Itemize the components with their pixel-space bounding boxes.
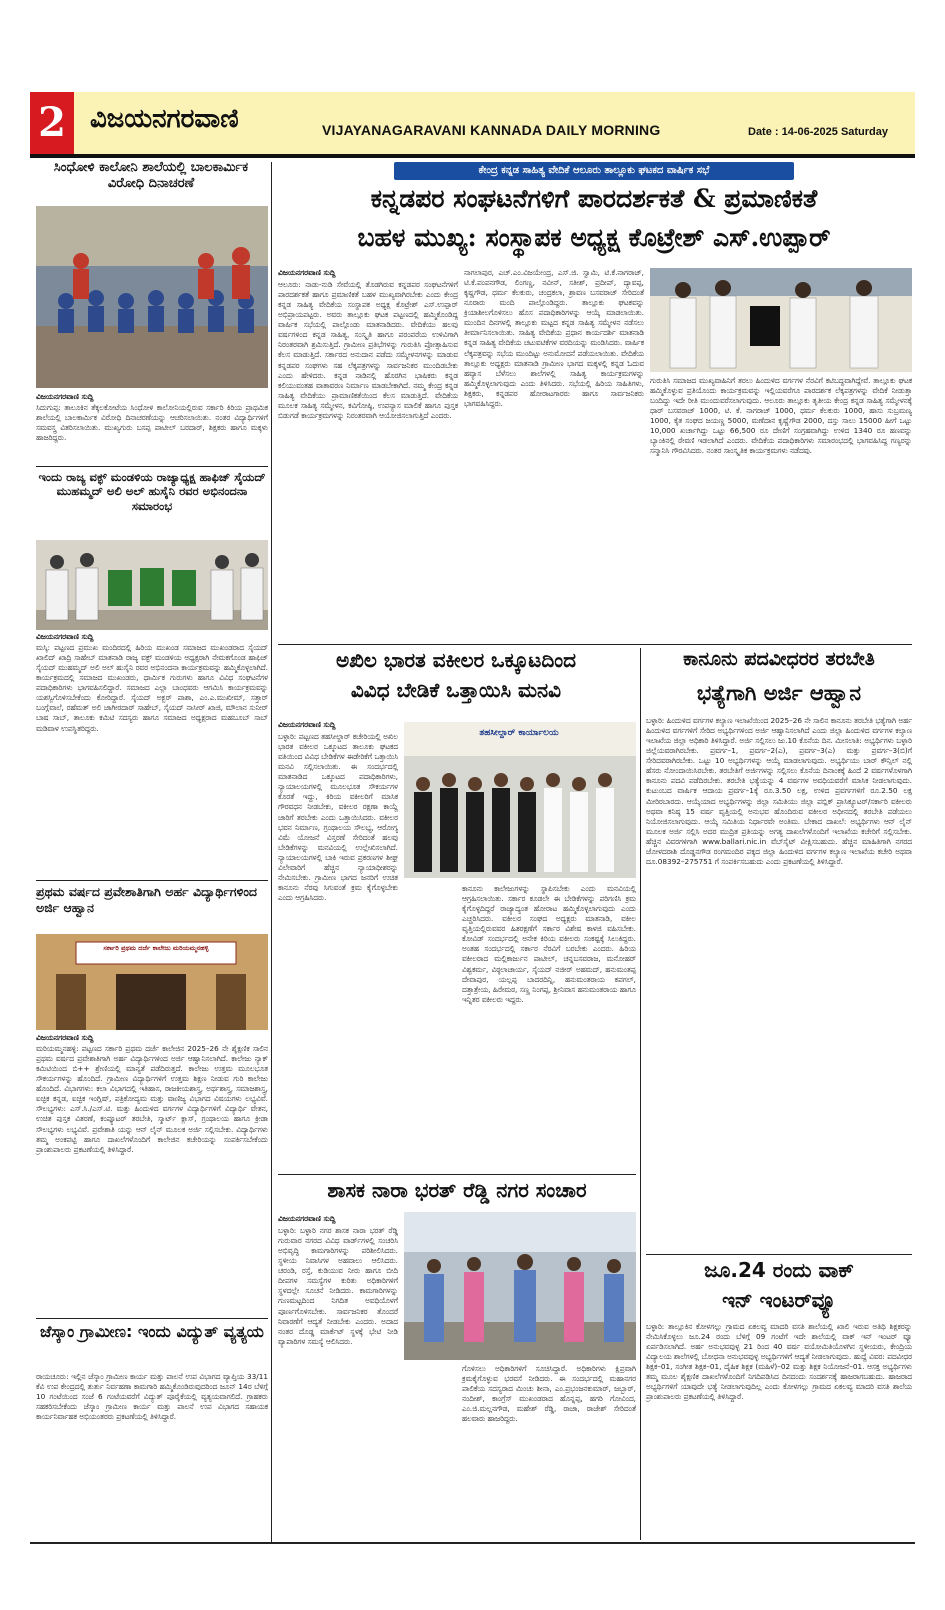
story-divider bbox=[36, 880, 268, 881]
escom-story-headline: ಜೆಸ್ಕಾಂ ಗ್ರಾಮೀಣ: ಇಂದು ವಿದ್ಯುತ್ ವ್ಯತ್ಯಯ bbox=[40, 1322, 264, 1341]
lead-story-column-3: ಗುರುತಿಸಿ ಸಮಾಜದ ಮುಖ್ಯವಾಹಿನಿಗೆ ತರಲು ಹಿಂದುಳಿದ ವರ್ಗಗಳ ನೆರವಿಗೆ ಕಟಿಬದ್ಧವಾಗಿದ್ದೇವೆ. ತಾಲ್ಲೂಕು ಘಟಕ ಹಮ್ಮಿಕೊಳ್ಳುವ ಪ್ರತಿಯೊಂದು ಕಾರ್ಯಕ್ರಮವನ್ನು ಇಲ್ಲಿಯವರೆಗೂ ಪಾರದರ್ಶಕ ಲೆಕ್ಕಪತ್ರಗಳನ್ನು ವೇದಿಕೆ ನೀಡುತ್ತಾ ಬಂದಿದ್ದು ಇದೇ ರೀತಿ ಮುಂದುವರೆಸಲಾಗುವುದು. ಆಲೂರು ತಾಲ್ಲೂಕು ತೃತೀಯ ಕೇಂದ್ರ ಕನ್ನಡ ಸಾಹಿತ್ಯ ಸಮ್ಮೇಳನಕ್ಕೆ ಧಾರ್ ಬಸವರಾಜ್ 1000, ಟಿ. ಕೆ. ನಾಗರಾಜ್ 1000, ಧರ್ಮ ಕೆಲಕುರು 1000, ಹಾಸು ಸುಬ್ರಮಣ್ಯ 1000, ಕೈತ ಸಂಘದ ಜಯಣ್ಣ 5000, ಮಣೆದಾನ ಕೃಷ್ಣೆಗೌಡ 2000, ದಸ್ತು ಸಾಲು 15000 ಹೀಗೆ ಒಟ್ಟು 10,000 ಖರ್ಚಾಗಿದ್ದು ಒಟ್ಟು 66,500 ರೂ ದೇಣಿಗೆ ಸಂಗ್ರಹವಾಗಿದ್ದು ಉಳಿದ 1340 ರೂ ಹಣವನ್ನು ಬ್ಯಾಂಕಿನಲ್ಲಿ ಠೇವಣಿ ಇಡಲಾಗಿದೆ ಎಂದರು. ವೇದಿಕೆಯ ಪದಾಧಿಕಾರಿಗಳು ಸಮಾರಂಭದಲ್ಲಿ ಭಾಗವಹಿಸಿದ್ದ ಗಣ್ಯರನ್ನು ಸನ್ಮಾನಿಸಿ ಗೌರವಿಸಿದರು. ನಂತರ ಸಾಂಸ್ಕೃತಿಕ ಕಾರ್ಯಕ್ರಮಗಳು ನಡೆದವು. bbox=[650, 376, 912, 456]
law-graduates-body: ಬಳ್ಳಾರಿ: ಹಿಂದುಳಿದ ವರ್ಗಗಳ ಕಲ್ಯಾಣ ಇಲಾಖೆಯಿಂದ 2025–26 ನೇ ಸಾಲಿನ ಕಾನೂನು ತರಬೇತಿ ಭತ್ಯೆಗಾಗಿ ಅರ್ಹ ಹಿಂದುಳಿದ ವರ್ಗಗಳಿಗೆ ಸೇರಿದ ಅಭ್ಯರ್ಥಿಗಳಿಂದ ಅರ್ಜಿ ಆಹ್ವಾನಿಸಲಾಗಿದೆ ಎಂದು ಜಿಲ್ಲಾ ಹಿಂದುಳಿದ ವರ್ಗಗಳ ಕಲ್ಯಾಣ ಇಲಾಖೆಯ ಜಿಲ್ಲಾ ಅಧಿಕಾರಿ ತಿಳಿಸಿದ್ದಾರೆ. ಅರ್ಜಿ ಸಲ್ಲಿಸಲು ಜು.10 ಕೊನೆಯ ದಿನ. ಮೀಸಲಾತಿ: ಅಭ್ಯರ್ಥಿಗಳು ಬಳ್ಳಾರಿ ಜಿಲ್ಲೆಯವರಾಗಿರಬೇಕು. ಪ್ರವರ್ಗ–1, ಪ್ರವರ್ಗ–2(ಎ), ಪ್ರವರ್ಗ–3(ಎ) ಮತ್ತು ಪ್ರವರ್ಗ–3(ಬಿ)ಗೆ ಸೇರಿದವರಾಗಿರಬೇಕು. ಒಟ್ಟು 10 ಅಭ್ಯರ್ಥಿಗಳನ್ನು ಆಯ್ಕೆ ಮಾಡಲಾಗುವುದು. ಅಭ್ಯರ್ಥಿಯು ಬಾರ್ ಕೌನ್ಸಿಲ್ ನಲ್ಲಿ ಹೆಸರು ನೋಂದಾಯಿಸಿರಬೇಕು. ತರಬೇತಿಗೆ ಅರ್ಜಿಗಳನ್ನು ಸಲ್ಲಿಸಲು ಕೊನೆಯ ದಿನಾಂಕಕ್ಕೆ ಹಿಂದೆ 2 ವರ್ಷಗಳೊಳಗಾಗಿ ಕಾನೂನು ಪದವಿ ಪಡೆದಿರಬೇಕು. ತರಬೇತಿ ಭತ್ಯೆಯನ್ನು 4 ವರ್ಷಗಳ ಅವಧಿಯವರೆಗೆ ಮಾಸಿಕ ನೀಡಲಾಗುವುದು. ಕುಟುಂಬದ ವಾರ್ಷಿಕ ಆದಾಯ ಪ್ರವರ್ಗ–1ಕ್ಕೆ ರೂ.3.50 ಲಕ್ಷ, ಉಳಿದ ಪ್ರವರ್ಗಗಳಿಗೆ ರೂ.2.50 ಲಕ್ಷ ಮೀರಿರಬಾರದು. ಆಯ್ಕೆಯಾದ ಅಭ್ಯರ್ಥಿಗಳನ್ನು ಜಿಲ್ಲಾ ಸಮಿತಿಯು ಜಿಲ್ಲಾ ಪಬ್ಲಿಕ್ ಪ್ರಾಸಿಕ್ಯೂಟರ್/ಸರ್ಕಾರಿ ವಕೀಲರು ಅಥವಾ ಕನಿಷ್ಠ 15 ವರ್ಷ ವೃತ್ತಿಯಲ್ಲಿ ಅನುಭವ ಹೊಂದಿರುವ ವಕೀಲರ ಅಧೀನದಲ್ಲಿ ತರಬೇತಿ ಪಡೆಯಲು ನಿಯೋಜಿಸಲಾಗುವುದು. ಆಯ್ಕೆ ಸಮಿತಿಯ ನಿರ್ಧಾರವೇ ಅಂತಿಮ. ಬೇಕಾದ ದಾಖಲೆ: ಅಭ್ಯರ್ಥಿಗಳು ಆನ್ ಲೈನ್ ಮೂಲಕ ಅರ್ಜಿ ಸಲ್ಲಿಸಿ ಅದರ ಮುದ್ರಿತ ಪ್ರತಿಯನ್ನು ಅಗತ್ಯ ದಾಖಲೆಗಳೊಂದಿಗೆ ಇಲಾಖೆಯ ಕಚೇರಿಗೆ ಸಲ್ಲಿಸಬೇಕು. ಹೆಚ್ಚಿನ ವಿವರಗಳಿಗಾಗಿ www.ballari.nic.in ವೆಬ್‌ಸೈಟ್ ವೀಕ್ಷಿಸಬಹುದು. ಹೆಚ್ಚಿನ ಮಾಹಿತಿಗಾಗಿ ನಗರದ ಜೋಳದರಾಶಿ ದೊಡ್ಡನಗೌಡ ರಂಗಮಂದಿರ ಪಕ್ಕದ ಜಿಲ್ಲಾ ಹಿಂದುಳಿದ ವರ್ಗಗಳ ಕಲ್ಯಾಣ ಇಲಾಖೆಯ ಕಚೇರಿ ಅಥವಾ ದೂ.08392–275751 ಗೆ ಸಂಪರ್ಕಿಸಬಹುದು ಎಂದು ಪ್ರಕಟಣೆಯಲ್ಲಿ ತಿಳಿಸಿದ್ದಾರೆ. bbox=[646, 716, 912, 866]
walkin-body: ಬಳ್ಳಾರಿ: ತಾಲ್ಲೂಕಿನ ಕೋಳಗಲ್ಲು ಗ್ರಾಮದ ಏಕಲವ್ಯ ಮಾದರಿ ವಸತಿ ಶಾಲೆಯಲ್ಲಿ ಖಾಲಿ ಇರುವ ಅತಿಥಿ ಶಿಕ್ಷಕರನ್ನು ನೇಮಿಸಿಕೊಳ್ಳಲು ಜೂ.24 ರಂದು ಬೆಳಿಗ್ಗೆ 09 ಗಂಟೆಗೆ ಇದೇ ಶಾಲೆಯಲ್ಲಿ ವಾಕ್ ಇನ್ ಇಂಟರ್ ವ್ಯೂ ಏರ್ಪಡಿಸಲಾಗಿದೆ. ಅರ್ಹ ಅನುಭವವುಳ್ಳ 21 ರಿಂದ 40 ವರ್ಷ ವಯೋಮಿತಿಯೊಳಗಿನ ಸ್ಥಳೀಯರು, ಕೇಂದ್ರಿಯ ವಿದ್ಯಾಲಯ ಶಾಲೆಗಳಲ್ಲಿ ಬೋಧನಾ ಅನುಭವವುಳ್ಳ ಅಭ್ಯರ್ಥಿಗಳಿಗೆ ಆದ್ಯತೆ ನೀಡಲಾಗುವುದು. ಹುದ್ದೆ ವಿವರ: ಪದವೀಧರ ಶಿಕ್ಷಕ–01, ಸಂಗೀತ ಶಿಕ್ಷಕ–01, ದೈಹಿಕ ಶಿಕ್ಷಕ (ಮಹಿಳೆ)–02 ಮತ್ತು ಶಿಕ್ಷಕ ನಿಯೋಜನೆ–01. ಆಸಕ್ತ ಅಭ್ಯರ್ಥಿಗಳು ತಮ್ಮ ಮೂಲ ಶೈಕ್ಷಣಿಕ ದಾಖಲೆಗಳೊಂದಿಗೆ ನಿಗದಿಪಡಿಸಿದ ದಿನದಂದು ಸಂದರ್ಶನಕ್ಕೆ ಹಾಜರಾಗಬಹುದು. ಹಾಜರಾದ ಅಭ್ಯರ್ಥಿಗಳಿಗೆ ಯಾವುದೇ ಭತ್ಯೆ ನೀಡಲಾಗುವುದಿಲ್ಲ ಎಂದು ಕೋಳಗಲ್ಲು ಗ್ರಾಮದ ಏಕಲವ್ಯ ಮಾದರಿ ವಸತಿ ಶಾಲೆಯ ಪ್ರಾಂಶುಪಾಲರು ಪ್ರಕಟಣೆಯಲ್ಲಿ ತಿಳಿಸಿದ್ದಾರೆ. bbox=[646, 1322, 912, 1402]
lawyers-story-column-2: ಕಾನೂನು ಕಾಲೇಜುಗಳನ್ನು ಸ್ಥಾಪಿಸಬೇಕು ಎಂದು ಮನವಿಯಲ್ಲಿ ಆಗ್ರಹಿಸಲಾಯಿತು. ಸರ್ಕಾರ ಕೂಡಲೇ ಈ ಬೇಡಿಕೆಗಳನ್ನು ಪರಿಗಣಿಸಿ ಕ್ರಮ ಕೈಗೊಳ್ಳದಿದ್ದರೆ ರಾಜ್ಯಾದ್ಯಂತ ಹೋರಾಟ ಹಮ್ಮಿಕೊಳ್ಳಲಾಗುವುದು ಎಂದು ಎಚ್ಚರಿಸಿದರು. ವಕೀಲರ ಸಂಘದ ಅಧ್ಯಕ್ಷರು ಮಾತನಾಡಿ, ವಕೀಲ ವೃತ್ತಿಯಲ್ಲಿರುವವರ ಹಿತರಕ್ಷಣೆಗೆ ಸರ್ಕಾರ ವಿಶೇಷ ಕಾಳಜಿ ವಹಿಸಬೇಕು. ಕೋವಿಡ್ ಸಂದರ್ಭದಲ್ಲಿ ಅನೇಕ ಕಿರಿಯ ವಕೀಲರು ಸಂಕಷ್ಟಕ್ಕೆ ಸಿಲುಕಿದ್ದರು. ಅಂತಹ ಸಂದರ್ಭದಲ್ಲಿ ಸರ್ಕಾರ ನೆರವಿಗೆ ಬರಬೇಕು ಎಂದರು. ಹಿರಿಯ ವಕೀಲರಾದ ಮಲ್ಲಿಕಾರ್ಜುನ ಪಾಟೀಲ್, ಚನ್ನಬಸವರಾಜ, ಮನೋಹರ್ ವಿಶ್ವಕರ್ಮ, ವಿಠ್ಠಲಾಚಾರ್ಯ, ಸೈಯದ್ ನಜೀರ್ ಅಹಮದ್, ಹನುಮಂತಪ್ಪ ದೇವಾಪುರ, ಯಲ್ಲಪ್ಪ ಬಾದರದಿನ್ನಿ, ಹನುಮಂತರಾಯ ಕಪಗಲ್, ದತ್ತಾತ್ರೇಯ, ಹಿರೇಮಠ, ಸಣ್ಣ ನಿಂಗಪ್ಪ, ಶ್ರೀನಿವಾಸ ಹನುಮಂತರಾಯ ಹಾಗೂ ಇನ್ನಿತರ ವಕೀಲರು ಇದ್ದರು. bbox=[462, 884, 636, 1004]
college-building-photo bbox=[36, 934, 268, 1030]
walkin-headline-line2: ಇನ್ ಇಂಟರ್‌ವ್ಯೂ bbox=[722, 1288, 836, 1312]
lawyers-story-headline-line1: ಅಖಿಲ ಭಾರತ ವಕೀಲರ ಒಕ್ಕೂಟದಿಂದ bbox=[335, 648, 577, 672]
lawyers-story-column-1a: ಬಳ್ಳಾರಿ: ಪಟ್ಟಣದ ತಹಸೀಲ್ದಾರ್ ಕಚೇರಿಯಲ್ಲಿ ಅಖಿಲ ಭಾರತ ವಕೀಲರ ಒಕ್ಕೂಟದ ತಾಲೂಕು ಘಟಕದ ವತಿಯಿಂದ ವಿವಿಧ ಬೇಡಿಕೆಗಳ ಈಡೇರಿಕೆಗೆ ಒತ್ತಾಯಿಸಿ ಮನವಿ ಸಲ್ಲಿಸಲಾಯಿತು. ಈ ಸಂದರ್ಭದಲ್ಲಿ ಮಾತನಾಡಿದ ಒಕ್ಕೂಟದ ಪದಾಧಿಕಾರಿಗಳು, ನ್ಯಾಯಾಲಯಗಳಲ್ಲಿ ಮೂಲಭೂತ ಸೌಕರ್ಯಗಳ ಕೊರತೆ ಇದ್ದು, ಕಿರಿಯ ವಕೀಲರಿಗೆ ಮಾಸಿಕ ಗೌರವಧನ ನೀಡಬೇಕು, ವಕೀಲರ ರಕ್ಷಣಾ ಕಾಯ್ದೆ ಜಾರಿಗೆ ತರಬೇಕು ಎಂದು ಒತ್ತಾಯಿಸಿದರು. ವಕೀಲರ ಭವನ ನಿರ್ಮಾಣ, ಗ್ರಂಥಾಲಯ ಸೌಲಭ್ಯ, ಆರೋಗ್ಯ ವಿಮೆ ಯೋಜನೆ ವಿಸ್ತರಣೆ ಸೇರಿದಂತೆ ಹಲವು ಬೇಡಿಕೆಗಳನ್ನು ಮನವಿಯಲ್ಲಿ ಉಲ್ಲೇಖಿಸಲಾಗಿದೆ. ನ್ಯಾಯಾಲಯಗಳಲ್ಲಿ ಬಾಕಿ ಇರುವ ಪ್ರಕರಣಗಳ ಶೀಘ್ರ ವಿಲೇವಾರಿಗೆ ಹೆಚ್ಚಿನ ನ್ಯಾಯಾಧೀಶರನ್ನು ನೇಮಿಸಬೇಕು. ಗ್ರಾಮೀಣ ಭಾಗದ ಜನರಿಗೆ ಉಚಿತ ಕಾನೂನು ನೆರವು ಸಿಗುವಂತೆ ಕ್ರಮ ಕೈಗೊಳ್ಳಬೇಕು ಎಂದು ಆಗ್ರಹಿಸಿದರು. bbox=[278, 732, 398, 902]
lead-story-photo bbox=[650, 268, 912, 372]
column-rule bbox=[271, 162, 272, 1542]
school-story-dateline: ವಿಜಯನಗರವಾಣಿ ಸುದ್ದಿ bbox=[36, 392, 94, 401]
lead-story-column-2: ನಾಗಲಾಪುರ, ಎಚ್.ಎಂ.ವಿಜಯೇಂದ್ರ, ಎಸ್.ಜಿ. ಸ್ವಾಮಿ, ಟಿ.ಕೆ.ನಾಗರಾಜ್, ಟಿ.ಕೆ.ಪಂಪನಗೌಡ, ಲಿಂಗಣ್ಣ, ನವೀನ್, ಸತೀಶ್, ಪ್ರದೀಪ್, ದ್ಯಾವಪ್ಪ, ಕೃಷ್ಣಗೌಡ, ಧರ್ಮ ಕೆಲಕುರು, ಚಂದ್ರಕಲಾ, ಶ್ರಾವಣ ಬಸವರಾಜ್ ಸೇರಿದಂತೆ ನೂರಾರು ಮಂದಿ ಪಾಲ್ಗೊಂಡಿದ್ದರು. ತಾಲ್ಲೂಕು ಘಟಕವನ್ನು ಕ್ರಿಯಾಶೀಲಗೊಳಿಸಲು ಹೊಸ ಪದಾಧಿಕಾರಿಗಳನ್ನು ಆಯ್ಕೆ ಮಾಡಲಾಯಿತು. ಮುಂದಿನ ದಿನಗಳಲ್ಲಿ ತಾಲ್ಲೂಕು ಮಟ್ಟದ ಕನ್ನಡ ಸಾಹಿತ್ಯ ಸಮ್ಮೇಳನ ನಡೆಸಲು ತೀರ್ಮಾನಿಸಲಾಯಿತು. ಸಾಹಿತ್ಯ ವೇದಿಕೆಯ ಪ್ರಧಾನ ಕಾರ್ಯದರ್ಶಿ ಮಾತನಾಡಿ ಕನ್ನಡ ಸಾಹಿತ್ಯ ವೇದಿಕೆಯ ಚಟುವಟಿಕೆಗಳ ವರದಿಯನ್ನು ಮಂಡಿಸಿದರು. ವಾರ್ಷಿಕ ಲೆಕ್ಕಪತ್ರವನ್ನು ಸಭೆಯ ಮುಂದಿಟ್ಟು ಅನುಮೋದನೆ ಪಡೆಯಲಾಯಿತು. ವೇದಿಕೆಯ ತಾಲ್ಲೂಕು ಅಧ್ಯಕ್ಷರು ಮಾತನಾಡಿ ಗ್ರಾಮೀಣ ಭಾಗದ ಮಕ್ಕಳಲ್ಲಿ ಕನ್ನಡ ಓದುವ ಹವ್ಯಾಸ ಬೆಳೆಸಲು ಶಾಲೆಗಳಲ್ಲಿ ಸಾಹಿತ್ಯ ಕಾರ್ಯಕ್ರಮಗಳನ್ನು ಹಮ್ಮಿಕೊಳ್ಳಲಾಗುವುದು ಎಂದು ತಿಳಿಸಿದರು. ಸಭೆಯಲ್ಲಿ ಹಿರಿಯ ಸಾಹಿತಿಗಳು, ಶಿಕ್ಷಕರು, ಕನ್ನಡಪರ ಹೋರಾಟಗಾರರು ಹಾಗೂ ಸಾರ್ವಜನಿಕರು ಭಾಗವಹಿಸಿದ್ದರು. bbox=[464, 268, 644, 408]
college-story-body: ಮರಿಯಮ್ಮನಹಳ್ಳಿ: ಪಟ್ಟಣದ ಸರ್ಕಾರಿ ಪ್ರಥಮ ದರ್ಜೆ ಕಾಲೇಜಿನ 2025–26 ನೇ ಶೈಕ್ಷಣಿಕ ಸಾಲಿನ ಪ್ರಥಮ ವರ್ಷದ ಪ್ರವೇಶಾತಿಗಾಗಿ ಅರ್ಹ ವಿದ್ಯಾರ್ಥಿಗಳಿಂದ ಅರ್ಜಿ ಆಹ್ವಾನಿಸಲಾಗಿದೆ. ಕಾಲೇಜು ನ್ಯಾಕ್ ಕಮಿಟಿಯಿಂದ ಬಿ++ ಶ್ರೇಣಿಯಲ್ಲಿ ಮಾನ್ಯತೆ ಪಡೆದಿರುತ್ತದೆ. ಕಾಲೇಜು ಉತ್ತಮ ಮೂಲಭೂತ ಸೌಕರ್ಯಗಳನ್ನು ಹೊಂದಿದೆ. ಗ್ರಾಮೀಣ ವಿದ್ಯಾರ್ಥಿಗಳಿಗೆ ಉತ್ತಮ ಶಿಕ್ಷಣ ನೀಡುವ ಗುರಿ ಕಾಲೇಜು ಹೊಂದಿದೆ. ವಿಭಾಗಗಳು: ಕಲಾ ವಿಭಾಗದಲ್ಲಿ ಇತಿಹಾಸ, ರಾಜಕೀಯಶಾಸ್ತ್ರ, ಅರ್ಥಶಾಸ್ತ್ರ, ಸಮಾಜಶಾಸ್ತ್ರ, ಐಚ್ಛಿಕ ಕನ್ನಡ, ಐಚ್ಛಿಕ ಇಂಗ್ಲಿಷ್, ಪತ್ರಿಕೋದ್ಯಮ ಮತ್ತು ವಾಣಿಜ್ಯ ವಿಭಾಗದ ವಿಷಯಗಳು ಲಭ್ಯವಿವೆ. ಸೌಲಭ್ಯಗಳು: ಎಸ್.ಸಿ./ಎಸ್.ಟಿ. ಮತ್ತು ಹಿಂದುಳಿದ ವರ್ಗಗಳ ವಿದ್ಯಾರ್ಥಿಗಳಿಗೆ ವಿದ್ಯಾರ್ಥಿ ವೇತನ, ಉಚಿತ ಪುಸ್ತಕ ವಿತರಣೆ, ಕಂಪ್ಯೂಟರ್ ತರಬೇತಿ, ಸ್ಮಾರ್ಟ್ ಕ್ಲಾಸ್, ಗ್ರಂಥಾಲಯ ಹಾಗೂ ಕ್ರೀಡಾ ಸೌಲಭ್ಯಗಳು ಲಭ್ಯವಿವೆ. ಪ್ರವೇಶಾತಿ ಯನ್ನು ಆನ್ ಲೈನ್ ಮೂಲಕ ಅರ್ಜಿ ಸಲ್ಲಿಸಬೇಕು. ವಿದ್ಯಾರ್ಥಿಗಳು ತಮ್ಮ ಅಂಕಪಟ್ಟಿ ಹಾಗೂ ದಾಖಲೆಗಳೊಂದಿಗೆ ಕಾಲೇಜಿನ ಕಚೇರಿಯನ್ನು ಸಂಪರ್ಕಿಸಬೇಕೆಂದು ಪ್ರಾಂಶುಪಾಲರು ಪ್ರಕಟಣೆಯಲ್ಲಿ ತಿಳಿಸಿದ್ದಾರೆ. bbox=[36, 1044, 268, 1154]
story-divider bbox=[36, 466, 268, 467]
lead-story-dateline: ವಿಜಯನಗರವಾಣಿ ಸುದ್ದಿ bbox=[278, 268, 336, 277]
school-story-headline: ಸಿಂಧೋಳಿ ಕಾಲೋನಿ ಶಾಲೆಯಲ್ಲಿ ಬಾಲಕಾರ್ಮಿಕ ವಿರೋಧಿ ದಿನಾಚರಣೆ bbox=[53, 160, 249, 192]
footer-rule bbox=[30, 1542, 915, 1544]
college-story-dateline: ವಿಜಯನಗರವಾಣಿ ಸುದ್ದಿ bbox=[36, 1033, 94, 1042]
story-divider bbox=[278, 1174, 636, 1175]
lawyers-story-column-1b bbox=[278, 890, 456, 1170]
mla-story-headline: ಶಾಸಕ ನಾರಾ ಭರತ್ ರೆಡ್ಡಿ ನಗರ ಸಂಚಾರ bbox=[327, 1178, 587, 1202]
lawyers-group-photo bbox=[404, 722, 636, 878]
newspaper-subtitle: VIJAYANAGARAVANI KANNADA DAILY MORNING bbox=[322, 122, 661, 138]
college-sign: ಸರ್ಕಾರಿ ಪ್ರಥಮ ದರ್ಜೆ ಕಾಲೇಜು ಮರಿಯಮ್ಮನಹಳ್ಳಿ bbox=[103, 944, 209, 952]
story-divider bbox=[36, 1318, 268, 1319]
school-story-body: ಸಿದುಗುಪ್ಪ: ತಾಲೂಕಿನ ತೆಕ್ಕಲಕೋಟೆಯ ಸಿಂಧೋಳಿ ಕಾಲೋನಿಯಲ್ಲಿರುವ ಸರ್ಕಾರಿ ಕಿರಿಯ ಪ್ರಾಥಮಿಕ ಶಾಲೆಯಲ್ಲಿ ಬಾಲಕಾರ್ಮಿಕ ವಿರೋಧಿ ದಿನಾಚರಣೆಯನ್ನು ಆಚರಿಸಲಾಯಿತು. ನಂತರ ವಿದ್ಯಾರ್ಥಿಗಳಿಗೆ ಸಮವಸ್ತ್ರ ವಿತರಿಸಲಾಯಿತು. ಮುಖ್ಯಗುರು ಬಸಪ್ಪ ಪಾಟೀಲ್ ಬರದಾರ್, ಶಿಕ್ಷಕರು ಹಾಗೂ ಮಕ್ಕಳು ಹಾಜರಿದ್ದರು. bbox=[36, 403, 268, 443]
taluk-office-sign: ತಹಸೀಲ್ದಾರ್ ಕಾರ್ಯಾಲಯ bbox=[479, 728, 559, 738]
law-graduates-headline-line1: ಕಾನೂನು ಪದವೀಧರರ ತರಬೇತಿ bbox=[683, 648, 875, 670]
law-graduates-headline-line2: ಭತ್ಯೆಗಾಗಿ ಅರ್ಜಿ ಆಹ್ವಾನ bbox=[696, 681, 862, 705]
school-children-photo bbox=[36, 206, 268, 388]
story-divider bbox=[278, 644, 912, 645]
wakf-story-headline: ಇಂದು ರಾಜ್ಯ ವಕ್ಫ್ ಮಂಡಳಿಯ ರಾಜ್ಯಾಧ್ಯಕ್ಷ ಹಾಫಿಜ್ ಸೈಯದ್ ಮುಹಮ್ಮದ್ ಅಲಿ ಅಲ್ ಹುಸೈನಿ ರವರ ಅಭಿನಂದನಾ ಸಮಾರಂಭ bbox=[38, 470, 266, 513]
mla-story-dateline: ವಿಜಯನಗರವಾಣಿ ಸುದ್ದಿ bbox=[278, 1214, 336, 1223]
lead-story-kicker: ಕೇಂದ್ರ ಕನ್ನಡ ಸಾಹಿತ್ಯ ವೇದಿಕೆ ಆಲೂರು ತಾಲ್ಲೂಕು ಘಟಕದ ವಾರ್ಷಿಕ ಸಭೆ bbox=[394, 162, 794, 180]
walkin-headline-line1: ಜೂ.24 ರಂದು ವಾಕ್ bbox=[704, 1258, 854, 1282]
lead-story-column-1: ಆಲೂರು: ನಾಡು-ನುಡಿ ಸೇವೆಯಲ್ಲಿ ತೊಡಗಿರುವ ಕನ್ನಡಪರ ಸಂಘಟನೆಗಳಿಗೆ ಪಾರದರ್ಶಕತೆ ಹಾಗೂ ಪ್ರಮಾಣಿಕತೆ ಬಹಳ ಮುಖ್ಯವಾಗಿರಬೇಕು ಎಂದು ಕೇಂದ್ರ ಕನ್ನಡ ಸಾಹಿತ್ಯ ವೇದಿಕೆಯ ಸಂಸ್ಥಾಪಕ ಅಧ್ಯಕ್ಷ ಕೊಟ್ರೇಶ್ ಎಸ್.ಉಪ್ಪಾರ್ ಅಭಿಪ್ರಾಯಪಟ್ಟರು. ಅವರು ತಾಲ್ಲೂಕು ಘಟಕ ಪಟ್ಟಣದಲ್ಲಿ ಹಮ್ಮಿಕೊಂಡಿದ್ದ ವಾರ್ಷಿಕ ಸಭೆಯಲ್ಲಿ ಪಾಲ್ಗೊಂಡು ಮಾತನಾಡಿದರು. ವೇದಿಕೆಯು ಹಲವು ವರ್ಷಗಳಿಂದ ಕನ್ನಡ ಸಾಹಿತ್ಯ, ಸಂಸ್ಕೃತಿ ಹಾಗೂ ಪರಂಪರೆಯ ಉಳಿವಿಗಾಗಿ ನಿರಂತರವಾಗಿ ಶ್ರಮಿಸುತ್ತಿದೆ. ಗ್ರಾಮೀಣ ಪ್ರತಿಭೆಗಳನ್ನು ಗುರುತಿಸಿ ಪ್ರೋತ್ಸಾಹಿಸುವ ಕೆಲಸ ಮಾಡುತ್ತಿದೆ. ಸರ್ಕಾರದ ಅನುದಾನ ಪಡೆದು ಸಮ್ಮೇಳನಗಳನ್ನು ಮಾಡುವ ಕನ್ನಡಪರ ಸಂಘಗಳು ಸಹ ಲೆಕ್ಕಪತ್ರಗಳನ್ನು ಸಾರ್ವಜನಿಕರ ಮುಂದಿಡಬೇಕು ಎಂದು ಹೇಳಿದರು. ಕನ್ನಡ ನಾಡಿನಲ್ಲಿ ಹೊರಗಿನ ಭಾಷಿಕರು ಕನ್ನಡ ಕಲಿಯುವಂತಹ ವಾತಾವರಣ ನಿರ್ಮಾಣ ಮಾಡಬೇಕಾಗಿದೆ. ನಮ್ಮ ಕೇಂದ್ರ ಕನ್ನಡ ಸಾಹಿತ್ಯ ವೇದಿಕೆಯು ಪ್ರಾಮಾಣಿಕತೆಯಿಂದ ಕೆಲಸ ಮಾಡುತ್ತಿದೆ. ವೇದಿಕೆಯ ಮೂಲಕ ಸಾಹಿತ್ಯ ಸಮ್ಮೇಳನ, ಕವಿಗೋಷ್ಠಿ, ಉಪನ್ಯಾಸ ಮಾಲಿಕೆ ಹಾಗೂ ಪುಸ್ತಕ ಬಿಡುಗಡೆ ಕಾರ್ಯಕ್ರಮಗಳನ್ನು ನಿರಂತರವಾಗಿ ಆಯೋಜಿಸಲಾಗುತ್ತಿದೆ ಎಂದರು. bbox=[278, 280, 458, 420]
mla-visit-photo bbox=[404, 1212, 636, 1360]
issue-date: Date : 14-06-2025 Saturday bbox=[748, 126, 889, 138]
wakf-story-body: ಮಸ್ಕಿ: ಪಟ್ಟಣದ ಪ್ರಮುಖ ಮಂದಿರದಲ್ಲಿ ಹಿರಿಯ ಮುಖಂಡ ಸಮಾಜದ ಮುಖಂಡರಾದ ಸೈಯದ್ ಖಾಲಿದ್ ಖಾದ್ರಿ ಸಾಹೇಬ್ ಮಾತನಾಡಿ ರಾಜ್ಯ ವಕ್ಫ್ ಮಂಡಳಿಯ ಅಧ್ಯಕ್ಷರಾಗಿ ನೇಮಕಗೊಂಡ ಹಾಫಿಜ್ ಸೈಯದ್ ಮುಹಮ್ಮದ್ ಅಲಿ ಅಲ್ ಹುಸೈನಿ ರವರ ಅಭಿನಂದನಾ ಕಾರ್ಯಕ್ರಮವನ್ನು ಹಮ್ಮಿಕೊಳ್ಳಲಾಗಿದೆ. ಕಾರ್ಯಕ್ರಮದಲ್ಲಿ ಸಮಾಜದ ಮುಖಂಡರು, ಧಾರ್ಮಿಕ ಗುರುಗಳು ಹಾಗೂ ವಿವಿಧ ಸಂಘಟನೆಗಳ ಪದಾಧಿಕಾರಿಗಳು ಭಾಗವಹಿಸಲಿದ್ದಾರೆ. ಸಮಾಜದ ಎಲ್ಲಾ ಬಾಂಧವರು ಆಗಮಿಸಿ ಕಾರ್ಯಕ್ರಮವನ್ನು ಯಶಸ್ವಿಗೊಳಿಸಬೇಕೆಂದು ಕೋರಿದ್ದಾರೆ. ಸೈಯದ್ ಅಕ್ಬರ್ ಪಾಶಾ, ಎಂ.ಎ.ಮುಖೀಮ್, ಸತ್ತಾರ್ ಬಂಗ್ಲೆವಾಲೆ, ರಹೆಮತ್ ಅಲಿ ಜಾಗೀರದಾರ್ ಸಾಹೇಬ್, ಸೈಯದ್ ನಾಸೀರ್ ಖಾಜಿ, ಮೌಲಾನ ಸುನೀರ್ ಬಾಷ ಸಾಬ್, ತಾಲೂಕು ಕಮಿಟಿ ಸದಸ್ಯರು ಹಾಗೂ ಸಮಾಜದ ಅಧ್ಯಕ್ಷರಾದ ಮಹಬೂಬ್ ಸಾಬ್ ಮಡಿವಾಳ ಉಪಸ್ಥಿತರಿದ್ದರು. bbox=[36, 643, 268, 733]
column-rule bbox=[640, 648, 641, 1540]
page-number: 2 bbox=[30, 92, 74, 154]
story-divider bbox=[646, 1254, 912, 1255]
lawyers-story-dateline: ವಿಜಯನಗರವಾಣಿ ಸುದ್ದಿ bbox=[278, 720, 336, 729]
newspaper-title: ವಿಜಯನಗರವಾಣಿ bbox=[90, 104, 239, 134]
college-story-headline: ಪ್ರಥಮ ವರ್ಷದ ಪ್ರವೇಶಾತಿಗಾಗಿ ಅರ್ಹ ವಿದ್ಯಾರ್ಥಿಗಳಿಂದ ಅರ್ಜಿ ಆಹ್ವಾನ bbox=[36, 884, 257, 915]
lead-story-headline-line1: ಕನ್ನಡಪರ ಸಂಘಟನೆಗಳಿಗೆ ಪಾರದರ್ಶಕತೆ & ಪ್ರಮಾಣಿಕತೆ bbox=[370, 184, 818, 213]
wakf-ceremony-photo bbox=[36, 540, 268, 630]
escom-story-body: ರಾಯಚೂರು: ಇಲ್ಲಿನ ಜೆಸ್ಕಾಂ ಗ್ರಾಮೀಣ ಕಾರ್ಯ ಮತ್ತು ಪಾಲನೆ ಉಪ ವಿಭಾಗದ ವ್ಯಾಪ್ತಿಯ 33/11 ಕೆವಿ ಉಪ ಕೇಂದ್ರದಲ್ಲಿ ತುರ್ತು ನಿರ್ವಹಣಾ ಕಾಮಗಾರಿ ಹಮ್ಮಿಕೊಂಡಿರುವುದರಿಂದ ಜೂನ್ 14ರ ಬೆಳಿಗ್ಗೆ 10 ಗಂಟೆಯಿಂದ ಸಂಜೆ 6 ಗಂಟೆಯವರೆಗೆ ವಿದ್ಯುತ್ ಪೂರೈಕೆಯಲ್ಲಿ ವ್ಯತ್ಯಯವಾಗಲಿದೆ. ಗ್ರಾಹಕರು ಸಹಕರಿಸಬೇಕೆಂದು ಜೆಸ್ಕಾಂ ಗ್ರಾಮೀಣ ಕಾರ್ಯ ಮತ್ತು ಪಾಲನೆ ಉಪ ವಿಭಾಗದ ಸಹಾಯಕ ಕಾರ್ಯನಿರ್ವಾಹಕ ಅಭಿಯಂತರರು ಪ್ರಕಟಣೆಯಲ್ಲಿ ತಿಳಿಸಿದ್ದಾರೆ. bbox=[36, 1372, 268, 1422]
wakf-story-dateline: ವಿಜಯನಗರವಾಣಿ ಸುದ್ದಿ bbox=[36, 632, 94, 641]
lead-story-headline-line2: ಬಹಳ ಮುಖ್ಯ: ಸಂಸ್ಥಾಪಕ ಅಧ್ಯಕ್ಷ ಕೊಟ್ರೇಶ್ ಎಸ್.ಉಪ್ಪಾರ್ bbox=[357, 223, 831, 252]
mla-story-column-1: ಬಳ್ಳಾರಿ: ಬಳ್ಳಾರಿ ನಗರ ಶಾಸಕ ನಾರಾ ಭರತ್ ರೆಡ್ಡಿ ಗುರುವಾರ ನಗರದ ವಿವಿಧ ವಾರ್ಡ್‌ಗಳಲ್ಲಿ ಸಂಚರಿಸಿ ಅಭಿವೃದ್ಧಿ ಕಾಮಗಾರಿಗಳನ್ನು ಪರಿಶೀಲಿಸಿದರು. ಸ್ಥಳೀಯ ನಿವಾಸಿಗಳ ಅಹವಾಲು ಆಲಿಸಿದರು. ಚರಂಡಿ, ರಸ್ತೆ, ಕುಡಿಯುವ ನೀರು ಹಾಗೂ ಬೀದಿ ದೀಪಗಳ ಸಮಸ್ಯೆಗಳ ಕುರಿತು ಅಧಿಕಾರಿಗಳಿಗೆ ಸ್ಥಳದಲ್ಲೇ ಸೂಚನೆ ನೀಡಿದರು. ಕಾಮಗಾರಿಗಳನ್ನು ಗುಣಮಟ್ಟದಿಂದ ನಿಗದಿತ ಅವಧಿಯೊಳಗೆ ಪೂರ್ಣಗೊಳಿಸಬೇಕು. ಸಾರ್ವಜನಿಕರ ತೊಂದರೆ ನಿವಾರಣೆಗೆ ಆದ್ಯತೆ ನೀಡಬೇಕು ಎಂದರು. ಅದಾದ ನಂತರ ದೊಡ್ಡ ಮಾರ್ಕೆಟ್ ಸ್ಥಳಕ್ಕೆ ಭೇಟಿ ನೀಡಿ ವ್ಯಾಪಾರಿಗಳ ಸಮಸ್ಯೆ ಆಲಿಸಿದರು. bbox=[278, 1226, 398, 1346]
lawyers-story-headline-line2: ವಿವಿಧ ಬೇಡಿಕೆ ಒತ್ತಾಯಿಸಿ ಮನವಿ bbox=[350, 678, 562, 702]
mla-story-column-2: ಗೊಳಿಸಲು ಅಧಿಕಾರಿಗಳಿಗೆ ಸೂಚಿಸಿದ್ದಾರೆ. ಅಧಿಕಾರಿಗಳು ಕ್ಷಿಪ್ರವಾಗಿ ಕ್ರಮಕೈಗೊಳ್ಳುವ ಭರವಸೆ ನೀಡಿದರು. ಈ ಸಂದರ್ಭದಲ್ಲಿ ಮಹಾನಗರ ಪಾಲಿಕೆಯ ಸದಸ್ಯರಾದ ಮಿಂಚು ಶೀನಾ, ಎಂ.ಪ್ರಭಂಜನಕುಮಾರ್, ಜಬ್ಬಾರ್, ನಂದೀಶ್, ಕಾಂಗ್ರೆಸ್ ಮುಖಂಡರಾದ ಹೊನ್ನಪ್ಪ, ಹಗರಿ ಗೋವಿಂದ, ಎಂ.ಜಿ.ಮಲ್ಲನಗೌಡ, ಮಹೇಶ್ ರೆಡ್ಡಿ, ರಾಜಾ, ರಾಜೇಶ್ ಸೇರಿದಂತೆ ಹಲವಾರು ಹಾಜರಿದ್ದರು. bbox=[462, 1364, 636, 1424]
